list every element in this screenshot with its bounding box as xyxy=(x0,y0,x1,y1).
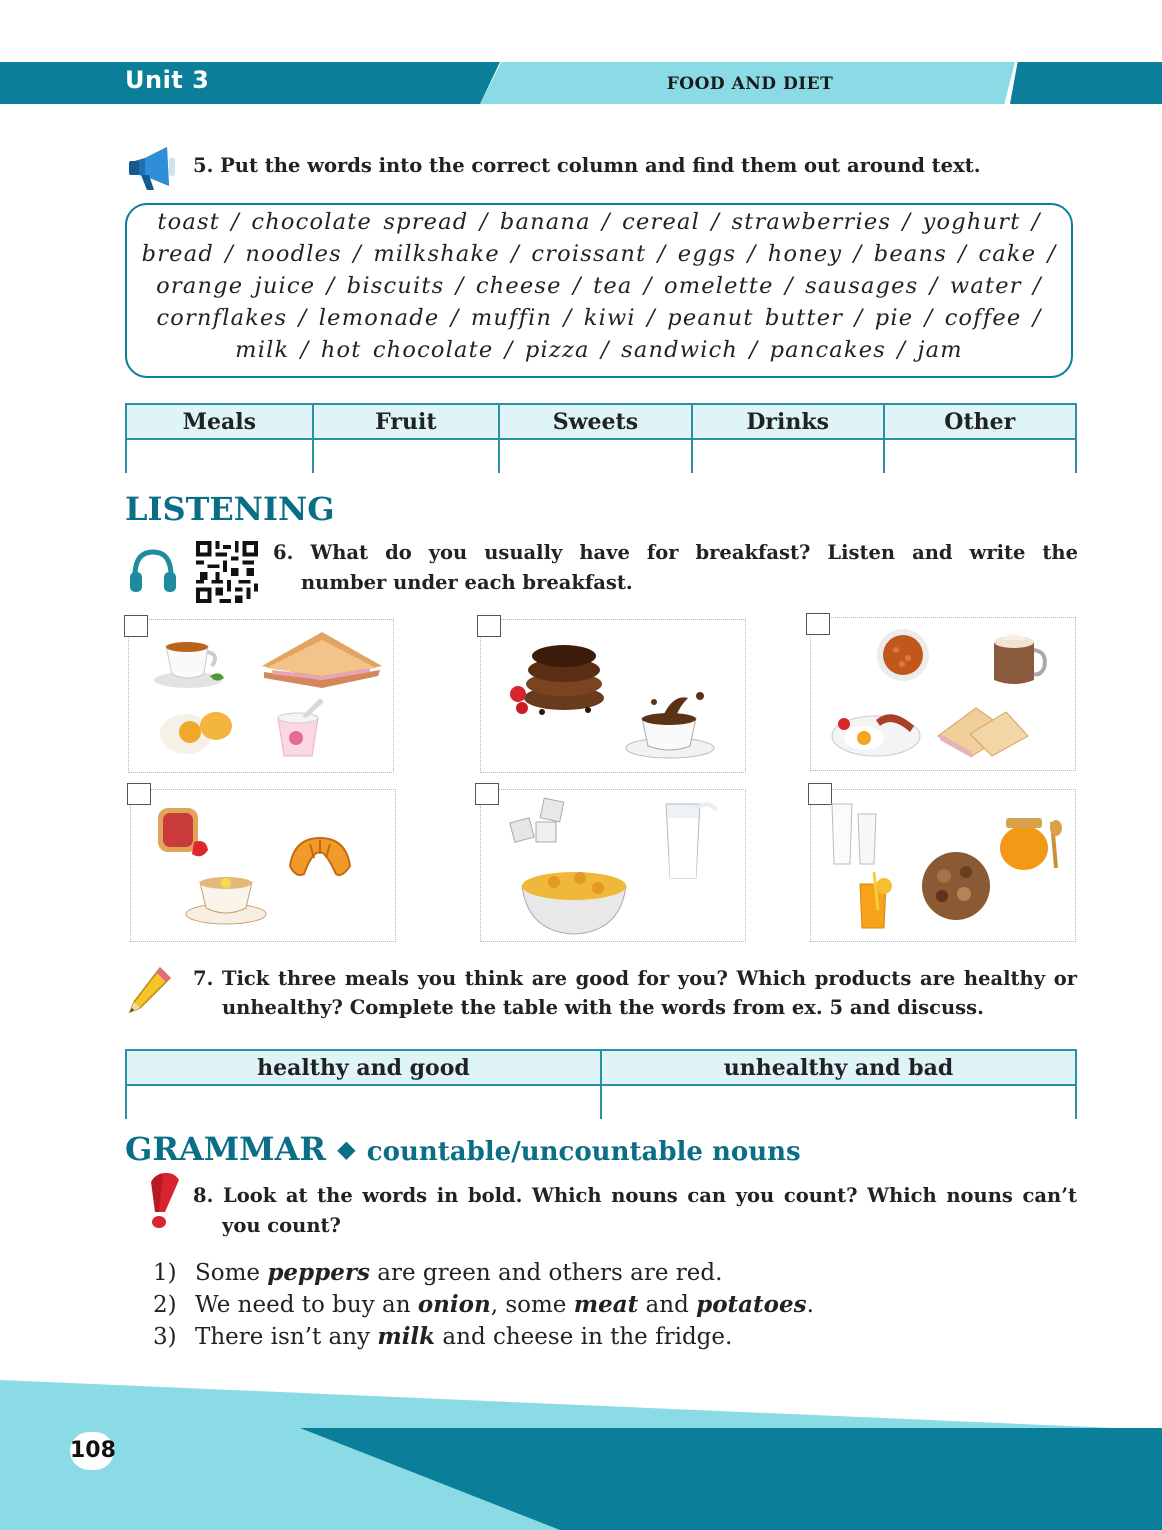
column-header-healthy: healthy and good xyxy=(126,1050,601,1085)
column-header-unhealthy: unhealthy and bad xyxy=(601,1050,1076,1085)
grammar-topic: countable/uncountable nouns xyxy=(366,1137,801,1167)
header-band-right xyxy=(1010,62,1162,104)
answer-cell-fruit[interactable] xyxy=(313,439,499,473)
milk-glass-image xyxy=(640,798,726,884)
unit-label: Unit 3 xyxy=(125,66,210,94)
example-sentence xyxy=(153,1291,814,1318)
answer-cell-unhealthy[interactable] xyxy=(601,1085,1076,1119)
sandwiches-image xyxy=(934,700,1030,760)
coffee-splash-image xyxy=(614,684,726,764)
column-header-drinks: Drinks xyxy=(692,404,884,439)
bold-noun: peppers xyxy=(267,1259,370,1286)
ex8-instruction-line2: you count? xyxy=(222,1214,341,1237)
ex5-category-table xyxy=(125,403,1077,473)
sentence-text: We need to buy an xyxy=(195,1292,418,1318)
ex6-instruction-line2: number under each breakfast. xyxy=(301,571,633,594)
example-sentence xyxy=(153,1323,732,1350)
answer-box[interactable] xyxy=(127,783,151,805)
milk-glasses-image xyxy=(818,798,890,868)
baked-beans-image xyxy=(874,626,932,684)
answer-cell-drinks[interactable] xyxy=(692,439,884,473)
sentence-text: . xyxy=(806,1292,814,1318)
sentence-text: Some xyxy=(195,1260,268,1286)
column-header-sweets: Sweets xyxy=(499,404,692,439)
header-band-left xyxy=(0,62,500,104)
chocolate-pancakes-image xyxy=(508,632,616,718)
word-line: bread / noodles / milkshake / croissant / eggs / honey / beans / cake / xyxy=(141,241,1057,267)
granola-bowl-image xyxy=(908,846,1002,926)
tea-lemon-image xyxy=(182,868,270,926)
croissant-image xyxy=(286,832,354,884)
honey-jar-image xyxy=(996,812,1066,872)
answer-box[interactable] xyxy=(477,615,501,637)
bold-noun: potatoes xyxy=(696,1291,807,1318)
sentence-text: and xyxy=(638,1292,697,1318)
sentence-text: and cheese in the fridge. xyxy=(435,1324,733,1350)
sentence-text: There isn’t any xyxy=(195,1324,378,1350)
bold-noun: meat xyxy=(573,1291,639,1318)
bold-noun: milk xyxy=(377,1323,436,1350)
unit-title: FOOD AND DIET xyxy=(666,74,834,94)
exclamation-icon xyxy=(145,1172,185,1230)
word-line: toast / chocolate spread / banana / cereal / strawberries / yoghurt / xyxy=(157,209,1041,235)
sentence-number: 2) xyxy=(153,1292,177,1318)
ex5-instruction: 5. Put the words into the correct column and find them out around text. xyxy=(193,154,981,177)
sentence-text: , some xyxy=(490,1292,574,1318)
ex7-instruction-line1: 7. Tick three meals you think are good for you? Which products are healthy or xyxy=(193,967,1077,990)
toasted-sandwich-image xyxy=(258,626,386,692)
fried-egg-bacon-image xyxy=(830,696,922,760)
hot-chocolate-mug-image xyxy=(982,622,1054,694)
ex7-instruction-line2: unhealthy? Complete the table with the words from ex. 5 and discuss. xyxy=(222,996,984,1019)
answer-cell-sweets[interactable] xyxy=(499,439,692,473)
footer-band xyxy=(0,1380,1162,1530)
sentence-number: 1) xyxy=(153,1260,177,1286)
word-line: orange juice / biscuits / cheese / tea / omelette / sausages / water / xyxy=(156,273,1042,299)
pencil-icon xyxy=(126,964,174,1016)
orange-juice-image xyxy=(848,870,898,932)
ex8-instruction-line1: 8. Look at the words in bold. Which nouns can you count? Which nouns can’t xyxy=(193,1184,1077,1207)
tea-cup-image xyxy=(150,628,228,692)
column-header-fruit: Fruit xyxy=(313,404,499,439)
answer-box[interactable] xyxy=(475,783,499,805)
ex6-instruction-line1: 6. What do you usually have for breakfast? Listen and write the xyxy=(273,541,1078,564)
example-sentence xyxy=(153,1259,722,1286)
column-header-meals: Meals xyxy=(126,404,313,439)
answer-cell-meals[interactable] xyxy=(126,439,313,473)
word-line: cornflakes / lemonade / muffin / kiwi / peanut butter / pie / coffee / xyxy=(156,305,1042,331)
ex7-health-table xyxy=(125,1049,1077,1119)
toast-jam-image xyxy=(154,804,214,864)
diamond-icon: ◆ xyxy=(337,1134,356,1163)
sugar-cubes-image xyxy=(506,796,578,852)
bold-noun: onion xyxy=(417,1291,491,1318)
cornflakes-bowl-image xyxy=(514,856,634,938)
sentence-text: are green and others are red. xyxy=(369,1260,723,1286)
grammar-heading-text: GRAMMAR xyxy=(125,1130,327,1168)
boiled-egg-image xyxy=(150,698,238,760)
answer-box[interactable] xyxy=(806,613,830,635)
section-heading-grammar xyxy=(125,1130,801,1168)
answer-cell-healthy[interactable] xyxy=(126,1085,601,1119)
megaphone-icon xyxy=(127,144,179,192)
column-header-other: Other xyxy=(884,404,1076,439)
section-heading-listening: LISTENING xyxy=(125,490,335,528)
answer-box[interactable] xyxy=(124,615,148,637)
sentence-number: 3) xyxy=(153,1324,177,1350)
qr-code-icon[interactable] xyxy=(195,541,259,603)
word-line: milk / hot chocolate / pizza / sandwich / pancakes / jam xyxy=(235,337,963,363)
headphones-icon xyxy=(128,546,178,594)
answer-cell-other[interactable] xyxy=(884,439,1076,473)
yoghurt-cup-image xyxy=(262,692,334,764)
page-number: 108 xyxy=(70,1432,114,1470)
